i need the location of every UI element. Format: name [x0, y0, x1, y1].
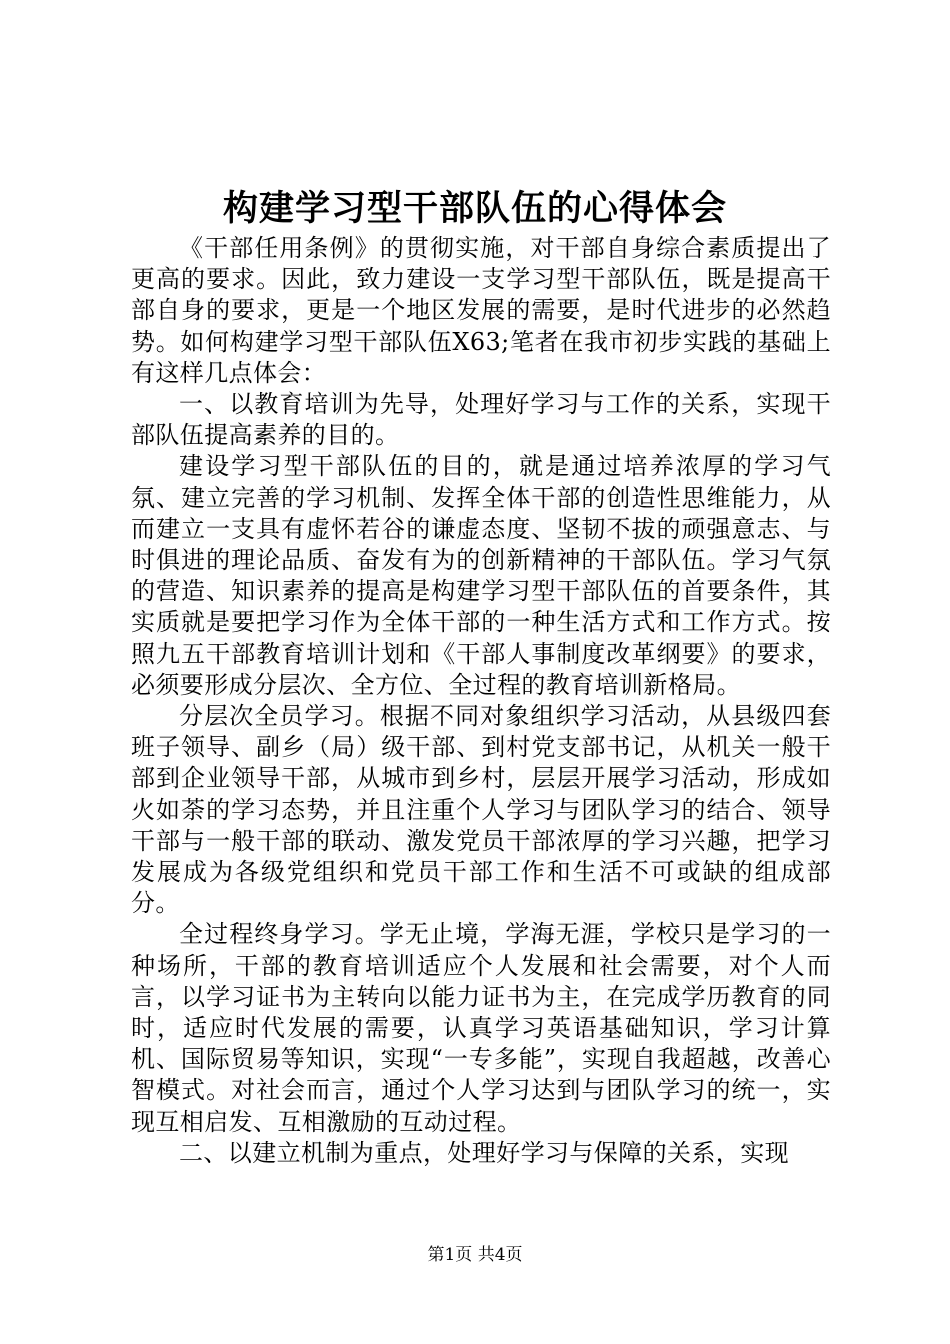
paragraph-tiered-learning: 分层次全员学习。根据不同对象组织学习活动，从县级四套班子领导、副乡（局）级干部、到村党支部书记，从机关一般干部到企业领导干部，从城市到乡村，层层开展学习活动，形成如火如荼的学习态势，并且注重个人学习与团队学习的结合、领导干部与一般干部的联动、激发党员干部浓厚的学习兴趣，把学习发展成为各级党组织和党员干部工作和生活不可或缺的组成部分。	[131, 702, 831, 918]
paragraph-purpose: 建设学习型干部队伍的目的，就是通过培养浓厚的学习气氛、建立完善的学习机制、发挥全体干部的创造性思维能力，从而建立一支具有虚怀若谷的谦虚态度、坚韧不拔的顽强意志、与时俱进的理论品质、奋发有为的创新精神的干部队伍。学习气氛的营造、知识素养的提高是构建学习型干部队伍的首要条件，其实质就是要把学习作为全体干部的一种生活方式和工作方式。按照九五干部教育培训计划和《干部人事制度改革纲要》的要求，必须要形成分层次、全方位、全过程的教育培训新格局。	[131, 452, 831, 699]
document-title: 构建学习型干部队伍的心得体会	[222, 188, 727, 229]
page-footer: 第1页 共4页	[427, 1245, 523, 1265]
paragraph-intro: 《干部任用条例》的贯彻实施，对干部自身综合素质提出了更高的要求。因此，致力建设一支学习型干部队伍，既是提高干部自身的要求，更是一个地区发展的需要，是时代进步的必然趋势。如何构建学习型干部队伍X63;笔者在我市初步实践的基础上有这样几点体会：	[131, 234, 831, 387]
document-body	[131, 233, 831, 1169]
paragraph-heading-one: 一、以教育培训为先导，处理好学习与工作的关系，实现干部队伍提高素养的目的。	[131, 390, 831, 450]
paragraph-lifelong-learning: 全过程终身学习。学无止境，学海无涯，学校只是学习的一种场所，干部的教育培训适应个人发展和社会需要，对个人而言，以学习证书为主转向以能力证书为主，在完成学历教育的同时，适应时代发展的需要，认真学习英语基础知识，学习计算机、国际贸易等知识，实现“一专多能”，实现自我超越，改善心智模式。对社会而言，通过个人学习达到与团队学习的统一，实现互相启发、互相激励的互动过程。	[131, 920, 831, 1136]
paragraph-heading-two: 二、以建立机制为重点，处理好学习与保障的关系，实现	[179, 1138, 789, 1167]
